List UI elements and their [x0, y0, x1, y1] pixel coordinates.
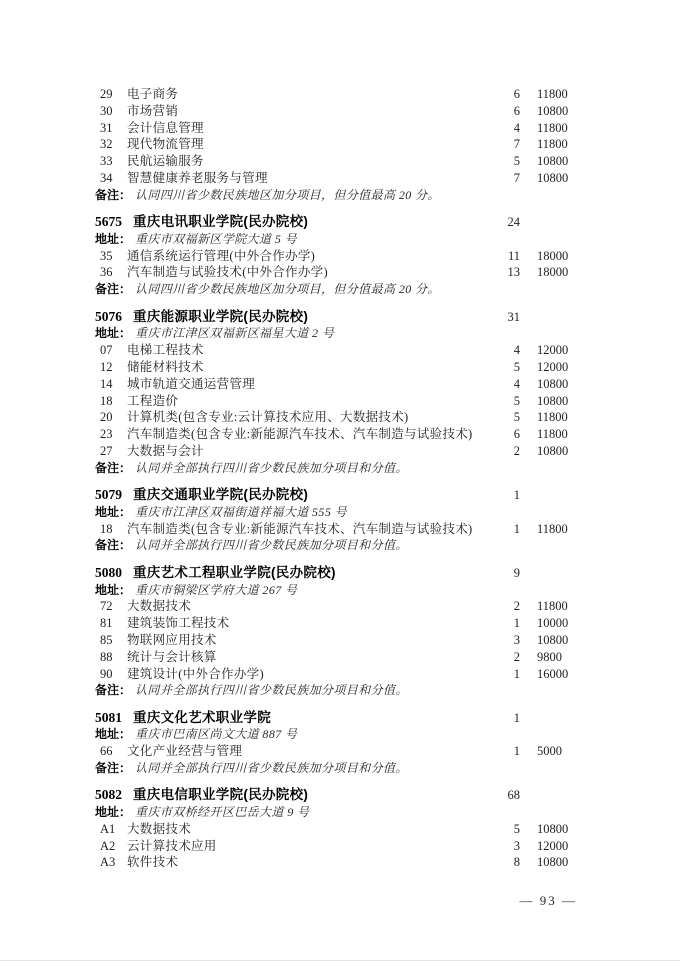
- course-row: [95, 359, 573, 376]
- course-plan-count: 11: [507, 248, 520, 263]
- address-text: 重庆市江津区双福街道祥福大道 555 号: [135, 504, 348, 519]
- school-plan-total: 31: [507, 309, 520, 324]
- course-fee: 5000: [537, 744, 562, 759]
- course-name: 文化产业经营与管理: [127, 744, 243, 759]
- course-name: 大数据技术: [127, 599, 192, 614]
- course-fee: 16000: [537, 666, 569, 681]
- course-name: 民航运输服务: [127, 154, 204, 169]
- course-code: 29: [100, 87, 113, 101]
- course-row: [95, 649, 573, 666]
- school-header: [95, 309, 573, 326]
- school-code: 5082: [95, 787, 122, 803]
- course-plan-count: 5: [513, 821, 520, 836]
- course-plan-count: 5: [513, 393, 520, 408]
- course-row: [95, 615, 573, 632]
- course-list: [95, 743, 573, 760]
- course-plan-count: 3: [513, 838, 520, 853]
- course-fee: 11800: [537, 87, 568, 101]
- course-plan-count: 2: [513, 443, 520, 458]
- school-code: 5675: [95, 214, 122, 230]
- remark: [95, 760, 573, 777]
- remark-text: 认同并全部执行四川省少数民族加分项目和分值。: [135, 683, 408, 698]
- course-code: 72: [100, 599, 113, 614]
- course-fee: 11800: [537, 120, 568, 135]
- course-fee: 18000: [537, 248, 569, 263]
- course-list: [95, 598, 573, 682]
- school-header: [95, 487, 573, 504]
- course-plan-count: 4: [513, 120, 520, 135]
- course-name: 市场营销: [127, 103, 179, 118]
- course-name: 储能材料技术: [127, 359, 204, 374]
- course-plan-count: 13: [507, 265, 520, 280]
- address-text: 重庆市铜梁区学府大道 267 号: [135, 582, 298, 597]
- course-code: 81: [100, 616, 113, 631]
- course-row: [95, 838, 573, 855]
- course-code: 34: [100, 170, 113, 185]
- remark: [95, 460, 573, 477]
- course-code: 36: [100, 265, 113, 280]
- course-code: 12: [100, 359, 113, 374]
- course-row: [95, 666, 573, 683]
- course-name: 建筑设计(中外合作办学): [127, 666, 264, 681]
- address-label: 地址：: [95, 326, 132, 341]
- school-code: 5080: [95, 564, 122, 580]
- school-plan-total: 68: [507, 788, 520, 803]
- school-header: [95, 710, 573, 727]
- school-address: [95, 804, 573, 821]
- course-plan-count: 6: [513, 427, 520, 442]
- course-code: 32: [100, 137, 113, 152]
- course-plan-count: 7: [513, 170, 520, 185]
- school-section: [95, 86, 573, 204]
- school-address: [95, 325, 573, 342]
- remark-label: 备注：: [95, 538, 132, 553]
- course-list: [95, 248, 573, 282]
- school-section: [95, 214, 573, 298]
- course-name: 计算机类(包含专业:云计算技术应用、大数据技术): [127, 410, 409, 425]
- course-name: 汽车制造类(包含专业:新能源汽车技术、汽车制造与试验技术): [127, 427, 473, 442]
- course-plan-count: 1: [513, 521, 520, 536]
- course-code: 33: [100, 154, 113, 169]
- school-header: [95, 214, 573, 231]
- course-row: [95, 153, 573, 170]
- course-fee: 10800: [537, 443, 569, 458]
- school-plan-total: 24: [507, 215, 520, 230]
- page-number: — 93 —: [519, 893, 577, 908]
- school-address: [95, 504, 573, 521]
- course-fee: 11800: [537, 137, 568, 152]
- course-row: [95, 393, 573, 410]
- school-plan-total: 1: [513, 488, 520, 503]
- school-header: [95, 787, 573, 804]
- remark-label: 备注：: [95, 187, 132, 202]
- course-code: A3: [100, 855, 116, 870]
- school-name: 重庆能源职业学院(民办院校): [133, 308, 309, 324]
- course-fee: 10800: [537, 103, 569, 118]
- course-code: 20: [100, 410, 113, 425]
- course-code: 14: [100, 376, 113, 391]
- course-row: [95, 86, 573, 103]
- address-text: 重庆市双福新区学院大道 5 号: [135, 231, 298, 246]
- course-fee: 11800: [537, 427, 568, 442]
- school-name: 重庆电信职业学院(民办院校): [133, 787, 309, 803]
- course-fee: 10800: [537, 393, 569, 408]
- course-plan-count: 7: [513, 137, 520, 152]
- school-plan-total: 1: [513, 710, 520, 725]
- remark: [95, 537, 573, 554]
- course-code: 90: [100, 666, 113, 681]
- course-fee: 18000: [537, 265, 569, 280]
- school-section: [95, 487, 573, 554]
- remark: [95, 281, 573, 298]
- address-label: 地址：: [95, 727, 132, 742]
- school-plan-total: 9: [513, 565, 520, 580]
- course-name: 现代物流管理: [127, 137, 204, 152]
- course-name: 电子商务: [127, 87, 179, 101]
- document-body: [95, 86, 573, 871]
- course-name: 云计算技术应用: [127, 838, 217, 853]
- course-plan-count: 5: [513, 410, 520, 425]
- address-text: 重庆市江津区双福新区福星大道 2 号: [135, 326, 335, 341]
- remark-text: 认同并全部执行四川省少数民族加分项目和分值。: [135, 460, 408, 475]
- course-row: [95, 120, 573, 137]
- course-row: [95, 409, 573, 426]
- course-code: 18: [100, 393, 113, 408]
- course-row: [95, 521, 573, 538]
- school-code: 5076: [95, 308, 122, 324]
- course-name: 统计与会计核算: [127, 649, 217, 664]
- course-row: [95, 376, 573, 393]
- school-section: [95, 565, 573, 699]
- course-row: [95, 854, 573, 871]
- course-plan-count: 8: [513, 855, 520, 870]
- course-code: 30: [100, 103, 113, 118]
- course-code: 18: [100, 521, 113, 536]
- course-fee: 10800: [537, 170, 569, 185]
- course-code: 07: [100, 343, 113, 358]
- course-code: 88: [100, 649, 113, 664]
- course-plan-count: 4: [513, 376, 520, 391]
- course-plan-count: 1: [513, 616, 520, 631]
- course-plan-count: 5: [513, 154, 520, 169]
- remark-text: 认同四川省少数民族地区加分项目，但分值最高 20 分。: [135, 282, 440, 297]
- course-row: [95, 598, 573, 615]
- course-name: 汽车制造与试验技术(中外合作办学): [127, 265, 328, 280]
- course-row: [95, 426, 573, 443]
- course-code: A2: [100, 838, 116, 853]
- address-label: 地址：: [95, 231, 132, 246]
- remark-text: 认同并全部执行四川省少数民族加分项目和分值。: [135, 760, 408, 775]
- course-row: [95, 103, 573, 120]
- course-fee: 11800: [537, 410, 568, 425]
- school-section: [95, 787, 573, 871]
- course-fee: 10000: [537, 616, 569, 631]
- page-footer: [520, 893, 578, 909]
- course-code: 31: [100, 120, 113, 135]
- course-row: [95, 170, 573, 187]
- course-name: 智慧健康养老服务与管理: [127, 170, 268, 185]
- course-row: [95, 443, 573, 460]
- course-fee: 10800: [537, 154, 569, 169]
- course-fee: 9800: [537, 649, 562, 664]
- course-fee: 12000: [537, 359, 569, 374]
- course-code: A1: [100, 821, 116, 836]
- course-plan-count: 2: [513, 599, 520, 614]
- school-header: [95, 565, 573, 582]
- course-plan-count: 5: [513, 359, 520, 374]
- course-fee: 11800: [537, 599, 568, 614]
- school-name: 重庆电讯职业学院(民办院校): [133, 214, 309, 230]
- school-code: 5081: [95, 709, 122, 725]
- remark-text: 认同并全部执行四川省少数民族加分项目和分值。: [135, 538, 408, 553]
- course-row: [95, 136, 573, 153]
- course-fee: 12000: [537, 343, 569, 358]
- remark: [95, 682, 573, 699]
- school-section: [95, 710, 573, 777]
- course-name: 物联网应用技术: [127, 632, 217, 647]
- remark-text: 认同四川省少数民族地区加分项目，但分值最高 20 分。: [135, 187, 440, 202]
- course-row: [95, 248, 573, 265]
- course-name: 工程造价: [127, 393, 179, 408]
- course-plan-count: 1: [513, 744, 520, 759]
- school-address: [95, 582, 573, 599]
- course-fee: 10800: [537, 376, 569, 391]
- school-address: [95, 231, 573, 248]
- school-name: 重庆文化艺术职业学院: [133, 709, 271, 725]
- course-plan-count: 6: [513, 103, 520, 118]
- course-fee: 10800: [537, 821, 569, 836]
- course-plan-count: 3: [513, 632, 520, 647]
- school-address: [95, 726, 573, 743]
- course-fee: 10800: [537, 855, 569, 870]
- course-plan-count: 1: [513, 666, 520, 681]
- course-name: 大数据技术: [127, 821, 192, 836]
- remark: [95, 187, 573, 204]
- course-row: [95, 632, 573, 649]
- course-code: 27: [100, 443, 113, 458]
- course-code: 35: [100, 248, 113, 263]
- course-name: 建筑装饰工程技术: [127, 616, 230, 631]
- course-code: 66: [100, 744, 113, 759]
- remark-label: 备注：: [95, 683, 132, 698]
- course-name: 城市轨道交通运营管理: [127, 376, 256, 391]
- course-list: [95, 342, 573, 460]
- course-row: [95, 821, 573, 838]
- course-row: [95, 264, 573, 281]
- course-fee: 10800: [537, 632, 569, 647]
- course-fee: 11800: [537, 521, 568, 536]
- address-text: 重庆市巴南区尚文大道 887 号: [135, 727, 298, 742]
- school-name: 重庆艺术工程职业学院(民办院校): [133, 564, 336, 580]
- course-name: 电梯工程技术: [127, 343, 204, 358]
- school-code: 5079: [95, 487, 122, 503]
- course-name: 通信系统运行管理(中外合作办学): [127, 248, 316, 263]
- course-list: [95, 86, 573, 187]
- remark-label: 备注：: [95, 760, 132, 775]
- course-row: [95, 342, 573, 359]
- course-fee: 12000: [537, 838, 569, 853]
- address-label: 地址：: [95, 805, 132, 820]
- address-label: 地址：: [95, 582, 132, 597]
- course-name: 会计信息管理: [127, 120, 204, 135]
- course-list: [95, 821, 573, 871]
- remark-label: 备注：: [95, 460, 132, 475]
- course-plan-count: 4: [513, 343, 520, 358]
- course-name: 汽车制造类(包含专业:新能源汽车技术、汽车制造与试验技术): [127, 521, 473, 536]
- course-plan-count: 6: [513, 87, 520, 101]
- address-text: 重庆市双桥经开区巴岳大道 9 号: [135, 805, 310, 820]
- address-label: 地址：: [95, 504, 132, 519]
- course-row: [95, 743, 573, 760]
- school-name: 重庆交通职业学院(民办院校): [133, 487, 309, 503]
- course-code: 23: [100, 427, 113, 442]
- course-name: 软件技术: [127, 855, 179, 870]
- course-plan-count: 2: [513, 649, 520, 664]
- school-section: [95, 309, 573, 477]
- course-name: 大数据与会计: [127, 443, 204, 458]
- course-list: [95, 521, 573, 538]
- remark-label: 备注：: [95, 282, 132, 297]
- course-code: 85: [100, 632, 113, 647]
